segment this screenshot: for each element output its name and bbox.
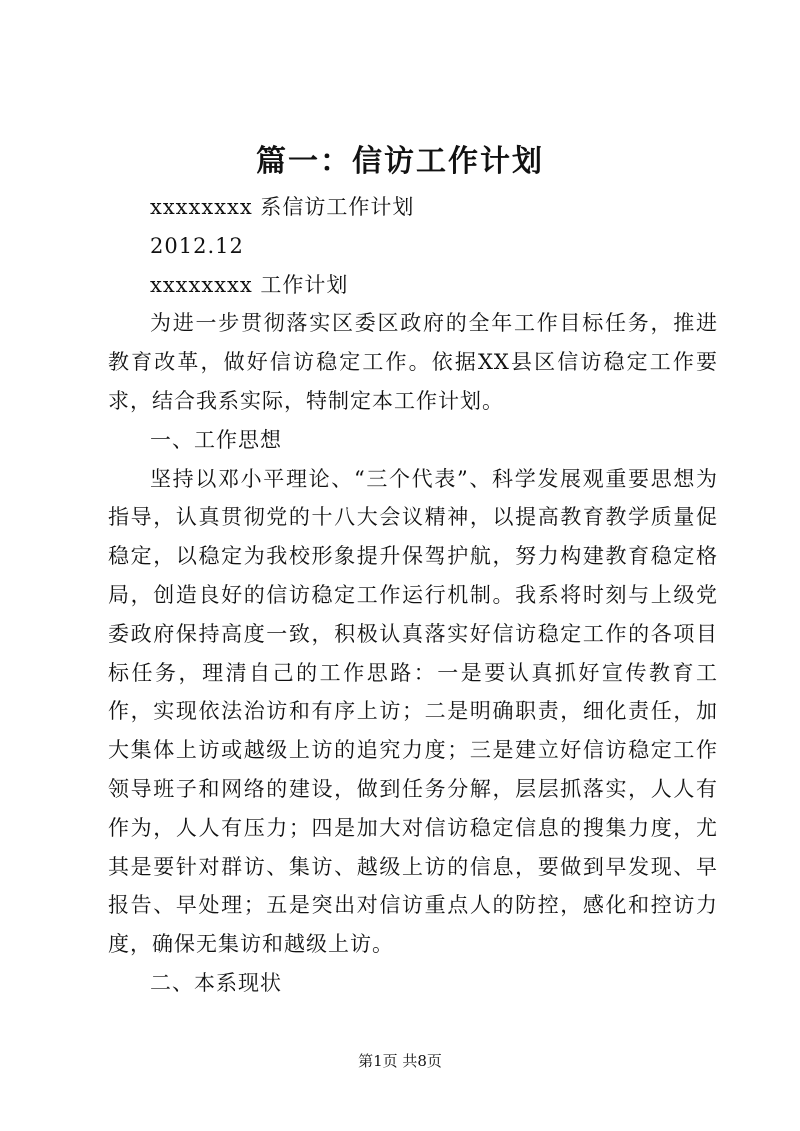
paragraph-intro: 为进一步贯彻落实区委区政府的全年工作目标任务，推进教育改革，做好信访稳定工作。依据XX县区信访稳定工作要求，结合我系实际，特制定本工作计划。	[108, 311, 718, 413]
page-number-footer: 第1页 共8页	[358, 1052, 442, 1070]
paragraph-work-thought: 坚持以邓小平理论、“三个代表”、科学发展观重要思想为指导，认真贯彻党的十八大会议精神，以提高教育教学质量促稳定，以稳定为我校形象提升保驾护航，努力构建教育稳定格局，创造良好的信访稳定工作运行机制。我系将时刻与上级党委政府保持高度一致，积极认真落实好信访稳定工作的各项目标任务，理清自己的工作思路：一是要认真抓好宣传教育工作，实现依法治访和有序上访；二是明确职责，细化责任，加大集体上访或越级上访的追究力度；三是建立好信访稳定工作领导班子和网络的建设，做到任务分解，层层抓落实，人人有作为，人人有压力；四是加大对信访稳定信息的搜集力度，尤其是要针对群访、集访、越级上访的信息，要做到早发现、早报告、早处理；五是突出对信访重点人的防控，感化和控访力度，确保无集访和越级上访。	[108, 466, 718, 957]
document-title: 篇一：信访工作计划	[256, 144, 544, 179]
paragraph-dept-plan: xxxxxxxx 系信访工作计划	[150, 195, 415, 219]
document-body	[108, 188, 718, 1003]
paragraph-plan-title: xxxxxxxx 工作计划	[150, 272, 349, 297]
paragraph-date: 2012.12	[150, 233, 244, 258]
section-heading-current-status: 二、本系现状	[150, 970, 282, 995]
section-heading-work-thought: 一、工作思想	[150, 427, 282, 452]
